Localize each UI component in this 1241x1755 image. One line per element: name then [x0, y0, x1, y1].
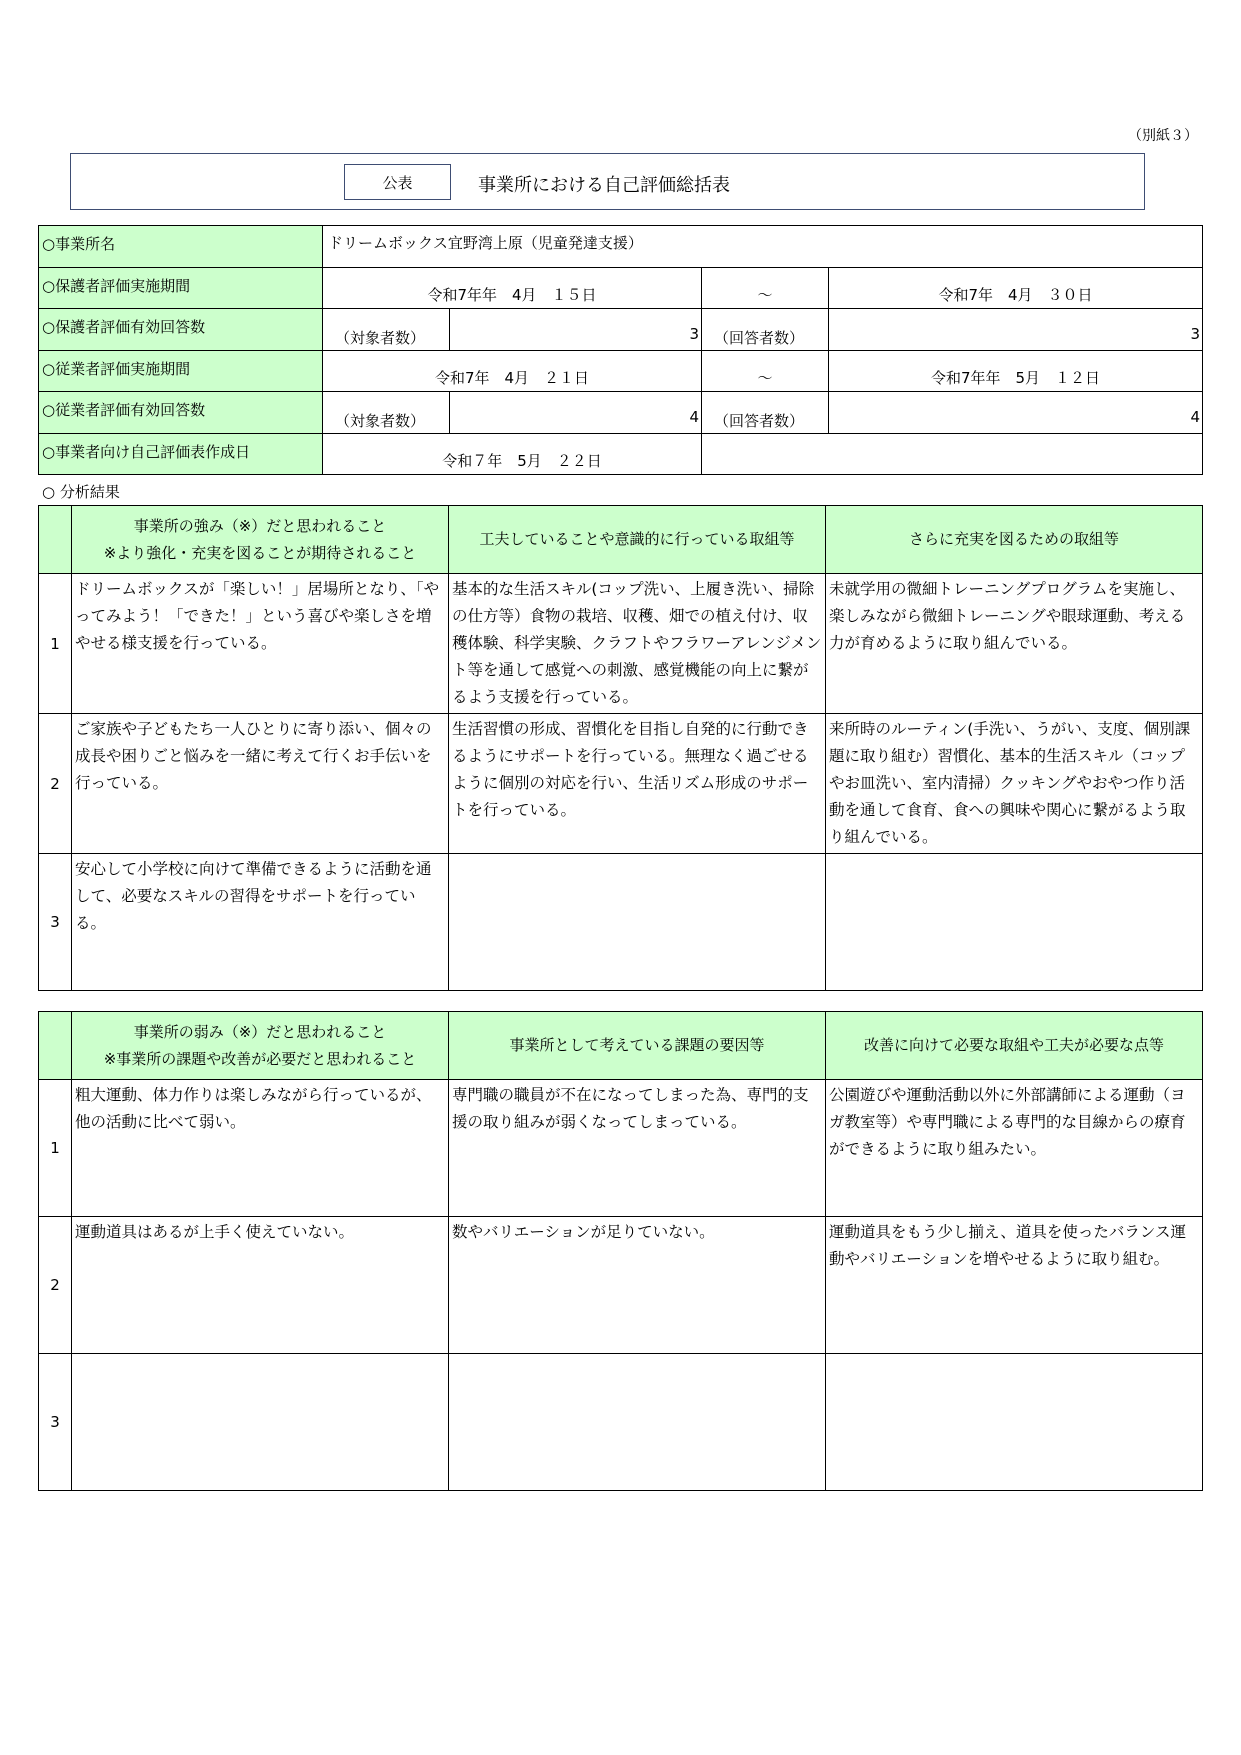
staff-target-value: 4	[450, 392, 702, 434]
row-number: 3	[39, 1354, 72, 1491]
staff-period-end: 令和7年年 5月 １２日	[829, 350, 1203, 392]
table-row	[39, 1080, 1203, 1217]
row-number: 2	[39, 1217, 72, 1354]
enhancement-header: さらに充実を図るための取組等	[826, 506, 1203, 574]
guardian-period-tilde: ～	[702, 267, 829, 309]
guardian-target-value: 3	[450, 309, 702, 351]
enhancement-cell	[826, 854, 1203, 991]
staff-count-label: ○従業者評価有効回答数	[39, 392, 323, 434]
guardian-period-start: 令和7年年 4月 １５日	[323, 267, 702, 309]
staff-period-tilde: ～	[702, 350, 829, 392]
annex-label: （別紙３）	[1128, 128, 1198, 144]
created-value: 令和７年 5月 ２２日	[323, 433, 702, 475]
enhancement-cell: 未就学用の微細トレーニングプログラムを実施し、楽しみながら微細トレーニングや眼球運動、考える力が育めるように取り組んでいる。	[826, 574, 1203, 714]
created-row	[39, 433, 1203, 475]
guardian-count-row	[39, 309, 1203, 351]
improvement-header: 改善に向けて必要な取組や工夫が必要な点等	[826, 1012, 1203, 1080]
table-row	[39, 854, 1203, 991]
effort-cell	[449, 854, 826, 991]
created-label: ○事業者向け自己評価表作成日	[39, 433, 323, 475]
strengths-header: 事業所の強み（※）だと思われること ※より強化・充実を図ることが期待されること	[72, 506, 449, 574]
efforts-header: 工夫していることや意識的に行っている取組等	[449, 506, 826, 574]
cause-cell: 専門職の職員が不在になってしまった為、専門的支援の取り組みが弱くなってしまっている。	[449, 1080, 826, 1217]
guardian-period-end: 令和7年 4月 ３０日	[829, 267, 1203, 309]
guardian-period-row	[39, 267, 1203, 309]
staff-period-label: ○従業者評価実施期間	[39, 350, 323, 392]
guardian-period-label: ○保護者評価実施期間	[39, 267, 323, 309]
table-row	[39, 1217, 1203, 1354]
row-number: 1	[39, 1080, 72, 1217]
strengths-table	[38, 505, 1203, 991]
analysis-title: ○ 分析結果	[42, 483, 120, 501]
weaknesses-table	[38, 1011, 1203, 1491]
improvement-cell	[826, 1354, 1203, 1491]
guardian-respondent-value: 3	[829, 309, 1203, 351]
strengths-header-row	[39, 506, 1203, 574]
staff-count-row	[39, 392, 1203, 434]
table-row	[39, 1354, 1203, 1491]
office-value: ドリームボックス宜野湾上原（児童発達支援）	[323, 226, 1203, 268]
public-badge: 公表	[344, 164, 451, 200]
guardian-target-label: （対象者数）	[323, 309, 450, 351]
staff-respondent-value: 4	[829, 392, 1203, 434]
staff-period-start: 令和7年 4月 ２１日	[323, 350, 702, 392]
staff-respondent-label: （回答者数）	[702, 392, 829, 434]
guardian-count-label: ○保護者評価有効回答数	[39, 309, 323, 351]
row-number: 3	[39, 854, 72, 991]
staff-period-row	[39, 350, 1203, 392]
guardian-respondent-label: （回答者数）	[702, 309, 829, 351]
created-empty	[702, 433, 1203, 475]
enhancement-cell: 来所時のルーティン(手洗い、うがい、支度、個別課題に取り組む）習慣化、基本的生活スキル（コップやお皿洗い、室内清掃）クッキングやおやつ作り活動を通して食育、食への興味や関心に繋がるよう取り組んでいる。	[826, 714, 1203, 854]
row-number: 1	[39, 574, 72, 714]
effort-cell: 基本的な生活スキル(コップ洗い、上履き洗い、掃除の仕方等）食物の栽培、収穫、畑での植え付け、収穫体験、科学実験、クラフトやフラワーアレンジメント等を通して感覚への刺激、感覚機能の向上に繋がるよう支援を行っている。	[449, 574, 826, 714]
improvement-cell: 運動道具をもう少し揃え、道具を使ったバランス運動やバリエーションを増やせるように取り組む。	[826, 1217, 1203, 1354]
office-info-table	[38, 225, 1203, 475]
header-number-empty	[39, 1012, 72, 1080]
row-number: 2	[39, 714, 72, 854]
cause-cell: 数やバリエーションが足りていない。	[449, 1217, 826, 1354]
improvement-cell: 公園遊びや運動活動以外に外部講師による運動（ヨガ教室等）や専門職による専門的な目線からの療育ができるように取り組みたい。	[826, 1080, 1203, 1217]
strength-cell: 安心して小学校に向けて準備できるように活動を通して、必要なスキルの習得をサポートを行っている。	[72, 854, 449, 991]
weakness-cell: 粗大運動、体力作りは楽しみながら行っているが、他の活動に比べて弱い。	[72, 1080, 449, 1217]
office-row	[39, 226, 1203, 268]
weaknesses-header-row	[39, 1012, 1203, 1080]
strength-cell: ご家族や子どもたち一人ひとりに寄り添い、個々の成長や困りごと悩みを一緒に考えて行くお手伝いを行っている。	[72, 714, 449, 854]
page-title: 事業所における自己評価総括表	[478, 175, 730, 196]
effort-cell: 生活習慣の形成、習慣化を目指し自発的に行動できるようにサポートを行っている。無理なく過ごせるように個別の対応を行い、生活リズム形成のサポートを行っている。	[449, 714, 826, 854]
weakness-cell	[72, 1354, 449, 1491]
header-number-empty	[39, 506, 72, 574]
staff-target-label: （対象者数）	[323, 392, 450, 434]
weakness-cell: 運動道具はあるが上手く使えていない。	[72, 1217, 449, 1354]
table-row	[39, 714, 1203, 854]
strength-cell: ドリームボックスが「楽しい！」居場所となり、「やってみよう！「できた！」という喜びや楽しさを増やせる様支援を行っている。	[72, 574, 449, 714]
cause-header: 事業所として考えている課題の要因等	[449, 1012, 826, 1080]
weaknesses-header: 事業所の弱み（※）だと思われること ※事業所の課題や改善が必要だと思われること	[72, 1012, 449, 1080]
office-label: ○事業所名	[39, 226, 323, 268]
table-row	[39, 574, 1203, 714]
cause-cell	[449, 1354, 826, 1491]
